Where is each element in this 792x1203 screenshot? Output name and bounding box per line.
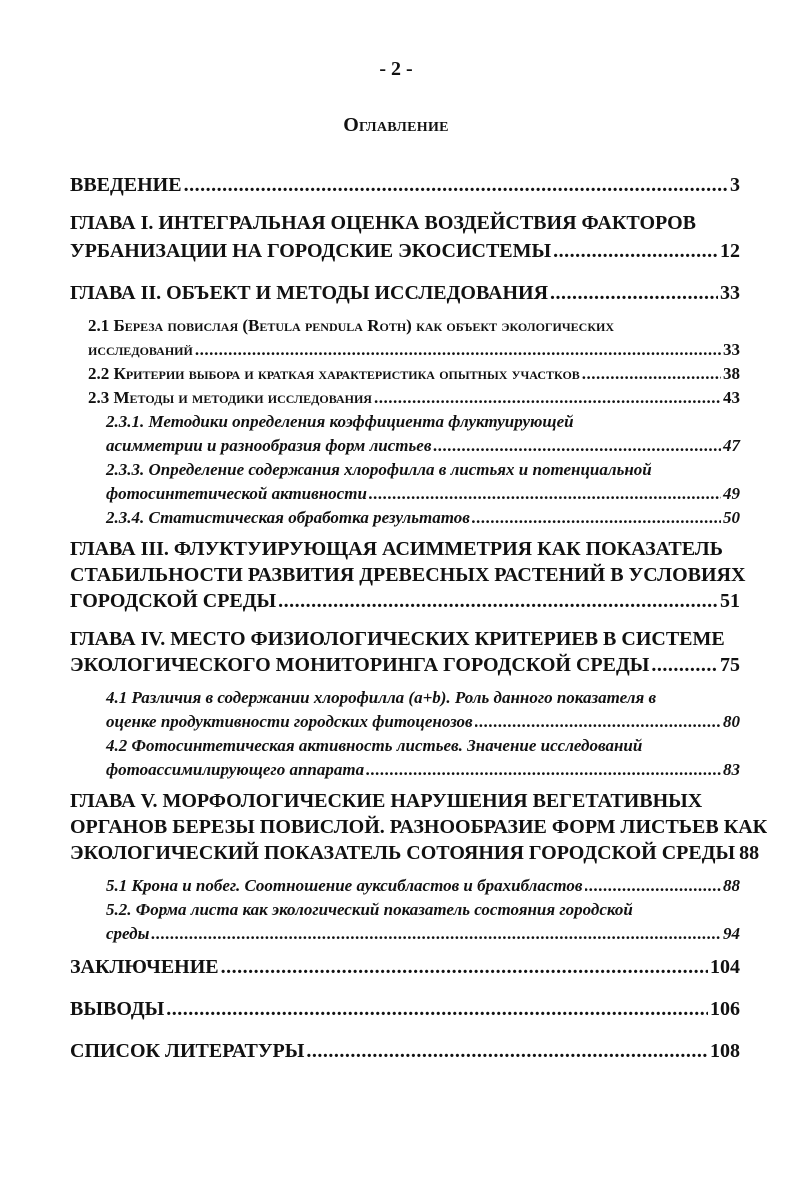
toc-entry-text: ГЛАВА II. ОБЪЕКТ И МЕТОДЫ ИССЛЕДОВАНИЯ <box>70 282 549 304</box>
toc-entry-section-5-1[interactable] <box>106 876 740 896</box>
toc-page-number: 75 <box>720 654 740 676</box>
toc-entry-text: исследований <box>88 340 193 359</box>
toc-entry-text: 2.2 Критерии выбора и краткая характеристика опытных участков <box>88 364 580 383</box>
toc-entry-text: ГОРОДСКОЙ СРЕДЫ <box>70 590 277 612</box>
toc-chapter-4-line-1[interactable]: ГЛАВА IV. МЕСТО ФИЗИОЛОГИЧЕСКИХ КРИТЕРИЕВ В СИСТЕМЕ <box>70 628 725 650</box>
toc-entry-chapter-4[interactable] <box>70 654 740 677</box>
toc-page-number: 43 <box>723 388 740 407</box>
leader-dots <box>278 590 718 613</box>
leader-dots <box>166 998 708 1021</box>
toc-entry-conclusion[interactable] <box>70 956 740 979</box>
toc-section-5-2-line-1[interactable]: 5.2. Форма листа как экологический показатель состояния городской <box>106 900 633 919</box>
leader-dots <box>369 484 721 504</box>
toc-entry-text: асимметрии и разнообразия форм листьев <box>106 436 432 455</box>
toc-section-4-1-line-1[interactable]: 4.1 Различия в содержании хлорофилла (a+b). Роль данного показателя в <box>106 688 657 707</box>
toc-page-number: 49 <box>723 484 740 503</box>
toc-page-number: 106 <box>710 998 740 1020</box>
leader-dots <box>582 364 721 384</box>
leader-dots <box>366 760 721 780</box>
toc-entry-section-2-1[interactable] <box>88 340 740 360</box>
toc-page-number: 88 <box>739 842 760 864</box>
leader-dots <box>151 924 721 944</box>
toc-entry-text: оценке продуктивности городских фитоценозов <box>106 712 473 731</box>
toc-entry-text: УРБАНИЗАЦИИ НА ГОРОДСКИЕ ЭКОСИСТЕМЫ <box>70 240 552 262</box>
leader-dots <box>433 436 721 456</box>
toc-entry-text: ВЫВОДЫ <box>70 998 165 1020</box>
toc-page-number: 33 <box>720 282 740 304</box>
toc-entry-section-2-3[interactable] <box>88 388 740 408</box>
toc-entry-section-5-2[interactable] <box>106 924 740 944</box>
leader-dots <box>221 956 708 979</box>
leader-dots <box>553 240 718 263</box>
toc-entry-text: ЗАКЛЮЧЕНИЕ <box>70 956 219 978</box>
toc-page-number: 51 <box>720 590 740 612</box>
leader-dots <box>585 876 722 896</box>
toc-entry-section-2-2[interactable] <box>88 364 740 384</box>
toc-page-number: 33 <box>723 340 740 359</box>
page-number: - 2 - <box>379 58 413 80</box>
toc-entry-section-4-2[interactable] <box>106 760 740 780</box>
toc-chapter-3-line-1[interactable]: ГЛАВА III. ФЛУКТУИРУЮЩАЯ АСИММЕТРИЯ КАК ПОКАЗАТЕЛЬ <box>70 538 723 560</box>
toc-entry-chapter-2[interactable] <box>70 282 740 305</box>
toc-entry-section-4-1[interactable] <box>106 712 740 732</box>
toc-entry-references[interactable] <box>70 1040 740 1063</box>
toc-section-2-3-1-line-1[interactable]: 2.3.1. Методики определения коэффициента флуктуирующей <box>106 412 574 431</box>
toc-entry-section-2-3-1[interactable] <box>106 436 740 456</box>
toc-section-2-1-line-1[interactable]: 2.1 Береза повислая (Betula pendula Roth) как объект экологических <box>88 316 615 335</box>
toc-page-number: 47 <box>723 436 740 455</box>
toc-entry-text: 5.1 Крона и побег. Соотношение ауксибластов и брахибластов <box>106 876 583 895</box>
toc-entry-section-2-3-4[interactable] <box>106 508 740 528</box>
toc-page-number: 50 <box>723 508 740 527</box>
toc-page-number: 83 <box>723 760 740 779</box>
toc-entry-findings[interactable] <box>70 998 740 1021</box>
toc-entry-text: ВВЕДЕНИЕ <box>70 174 182 196</box>
toc-entry-text: 2.3.4. Статистическая обработка результатов <box>106 508 470 527</box>
leader-dots <box>184 174 728 197</box>
toc-chapter-5-line-1[interactable]: ГЛАВА V. МОРФОЛОГИЧЕСКИЕ НАРУШЕНИЯ ВЕГЕТАТИВНЫХ <box>70 790 703 812</box>
leader-dots <box>472 508 721 528</box>
toc-chapter-5-line-2[interactable]: ОРГАНОВ БЕРЕЗЫ ПОВИСЛОЙ. РАЗНООБРАЗИЕ ФОРМ ЛИСТЬЕВ КАК <box>70 816 768 838</box>
leader-dots <box>195 340 721 360</box>
toc-entry-text: ЭКОЛОГИЧЕСКОГО МОНИТОРИНГА ГОРОДСКОЙ СРЕДЫ <box>70 654 650 676</box>
toc-entry-text: фотоассимилирующего аппарата <box>106 760 365 779</box>
toc-entry-text: 2.3 Методы и методики исследования <box>88 388 372 407</box>
leader-dots <box>374 388 721 408</box>
leader-dots <box>475 712 721 732</box>
toc-entry-section-2-3-3[interactable] <box>106 484 740 504</box>
toc-entry-chapter-3[interactable] <box>70 590 740 613</box>
toc-entry-text: СПИСОК ЛИТЕРАТУРЫ <box>70 1040 305 1062</box>
toc-entry-text: фотосинтетической активности <box>106 484 367 503</box>
toc-page-number: 104 <box>710 956 740 978</box>
toc-entry-chapter-1[interactable] <box>70 240 740 263</box>
leader-dots <box>651 654 718 677</box>
toc-chapter-1-line-1[interactable]: ГЛАВА I. ИНТЕГРАЛЬНАЯ ОЦЕНКА ВОЗДЕЙСТВИЯ ФАКТОРОВ <box>70 212 697 234</box>
toc-page-number: 88 <box>723 876 740 895</box>
leader-dots <box>306 1040 708 1063</box>
toc-entry-text: ЭКОЛОГИЧЕСКИЙ ПОКАЗАТЕЛЬ СОТОЯНИЯ ГОРОДСКОЙ СРЕДЫ <box>70 842 736 864</box>
toc-section-4-2-line-1[interactable]: 4.2 Фотосинтетическая активность листьев. Значение исследований <box>106 736 643 755</box>
toc-page-number: 3 <box>730 174 740 196</box>
toc-page-number: 80 <box>723 712 740 731</box>
toc-section-2-3-3-line-1[interactable]: 2.3.3. Определение содержания хлорофилла в листьях и потенциальной <box>106 460 652 479</box>
toc-title: Оглавление <box>343 114 449 136</box>
toc-chapter-3-line-2[interactable]: СТАБИЛЬНОСТИ РАЗВИТИЯ ДРЕВЕСНЫХ РАСТЕНИЙ В УСЛОВИЯХ <box>70 564 746 586</box>
toc-entry-chapter-5[interactable] <box>70 842 760 865</box>
toc-page-number: 38 <box>723 364 740 383</box>
toc-page-number: 108 <box>710 1040 740 1062</box>
toc-entry-text: среды <box>106 924 150 943</box>
toc-page-number: 12 <box>720 240 740 262</box>
leader-dots <box>550 282 718 305</box>
toc-page-number: 94 <box>723 924 740 943</box>
toc-entry-introduction[interactable] <box>70 174 740 197</box>
